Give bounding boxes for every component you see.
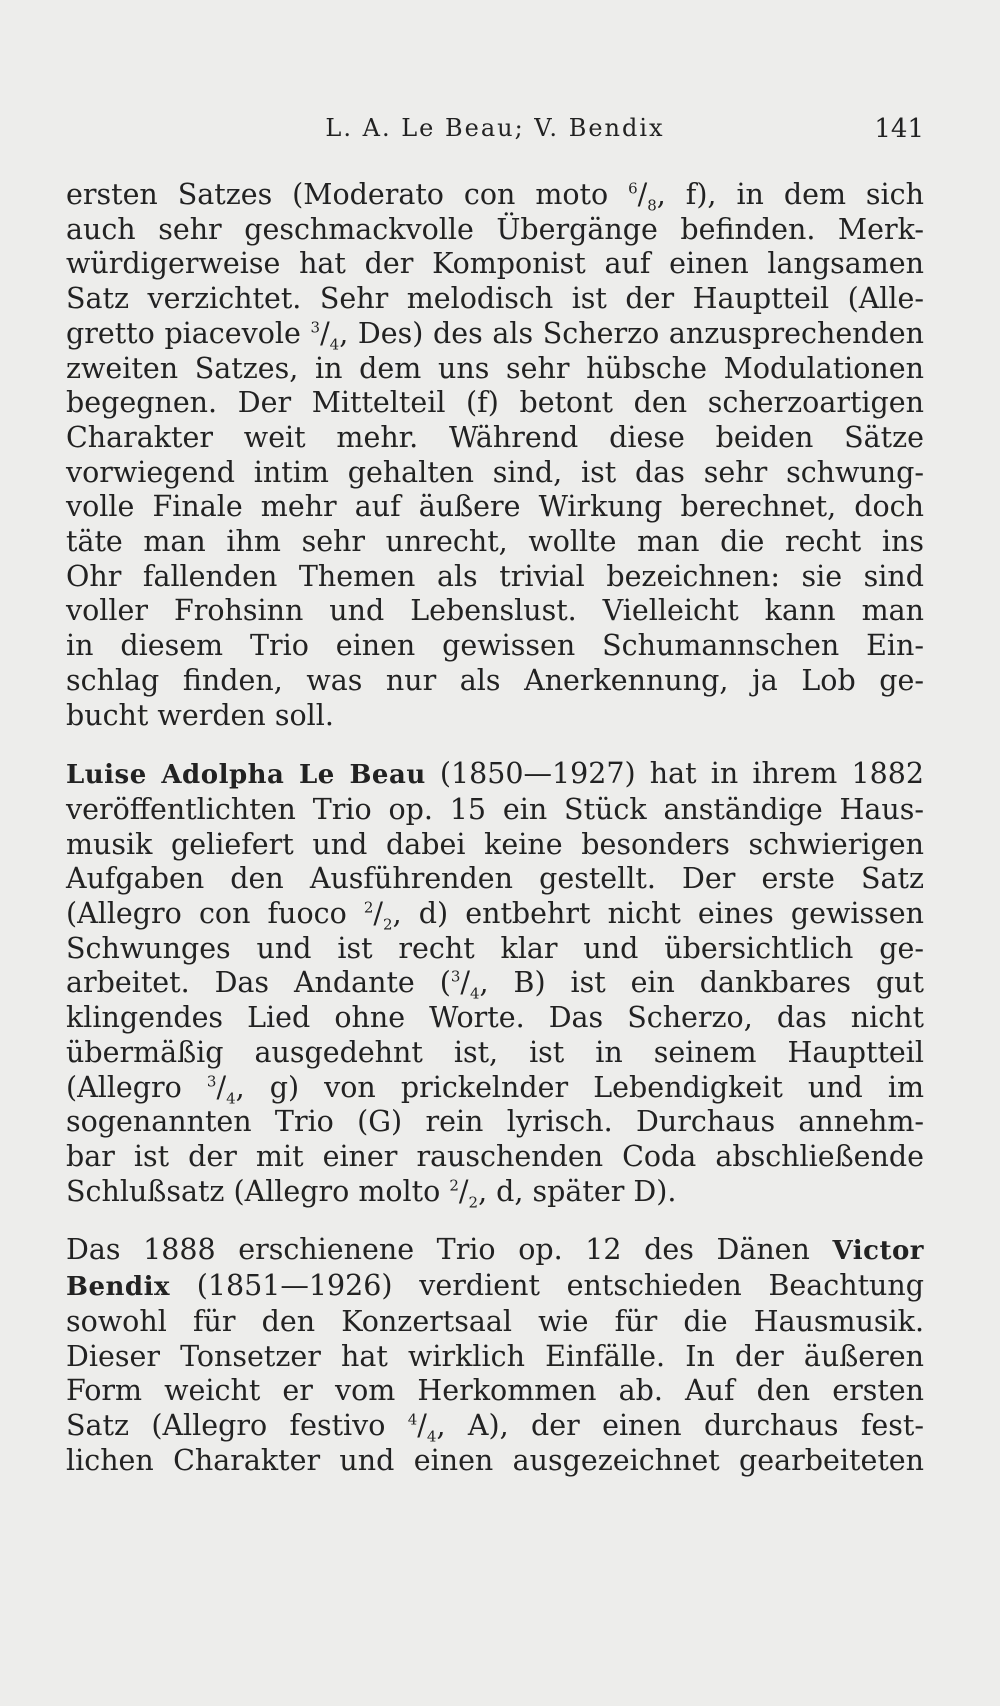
text-line: [66, 594, 924, 629]
fraction-numerator: 3: [310, 318, 321, 337]
text-line: [66, 213, 924, 248]
line-text: Aufgaben den Ausführenden gestellt. Der erste Satz: [66, 862, 924, 896]
line-text: voller Frohsinn und Lebenslust. Vielleicht kann man: [66, 594, 924, 628]
fraction-numerator: 6: [628, 179, 638, 198]
text-line: [66, 629, 924, 664]
line-text: übermäßig ausgedehnt ist, ist in seinem Hauptteil: [66, 1035, 924, 1069]
line-text: , B) ist ein dankbares gut: [479, 966, 924, 1000]
line-text: Form weicht er vom Herkommen ab. Auf den ersten: [66, 1374, 924, 1408]
text-line: [66, 282, 924, 317]
line-text: Charakter weit mehr. Während diese beiden Sätze: [66, 420, 924, 454]
text-line: [66, 1036, 924, 1071]
line-text: veröffentlichten Trio op. 15 ein Stück anständige Haus-: [66, 792, 924, 826]
text-line: [66, 421, 924, 456]
line-text: zweiten Satzes, in dem uns sehr hübsche Modulationen: [66, 351, 924, 385]
line-text: in diesem Trio einen gewissen Schumannschen Ein-: [66, 629, 924, 663]
fraction-denominator: 2: [383, 915, 393, 934]
fraction-denominator: 8: [647, 196, 657, 215]
fraction-numerator: 3: [206, 1072, 217, 1091]
text-line: Schlußsatz (Allegro molto $^2/_2$, d, später D).: [66, 1174, 677, 1212]
person-name: Victor: [832, 1236, 924, 1267]
fraction-denominator: 4: [329, 335, 340, 354]
text-line: [66, 1340, 924, 1375]
paragraph-gap: [66, 733, 924, 757]
text-line: (Allegro $^3/_4$, g) von prickelnder Lebendigkeit und im: [66, 1070, 924, 1108]
fraction-numerator: 4: [407, 1410, 418, 1429]
line-text: , d, später D).: [478, 1174, 677, 1208]
fraction-denominator: 2: [468, 1193, 479, 1212]
person-name: Bendix: [66, 1272, 170, 1303]
text-line: [66, 1105, 924, 1140]
text-line: [66, 1233, 924, 1269]
text-line: ersten Satzes (Moderato con moto $^6/_8$, f), in dem sich: [66, 178, 924, 215]
line-text: gretto piacevole: [66, 316, 311, 350]
line-text: bucht werden soll.: [66, 698, 334, 732]
text-line: [66, 352, 924, 387]
line-text: sowohl für den Konzertsaal wie für die Hausmusik.: [66, 1304, 924, 1338]
person-name: Luise Adolpha Le Beau: [66, 760, 426, 791]
line-text: Satz verzichtet. Sehr melodisch ist der Hauptteil (Alle-: [66, 282, 924, 316]
text-line: gretto piacevole $^3/_4$, Des) des als Scherzo anzusprechenden: [66, 316, 925, 354]
line-text: volle Finale mehr auf äußere Wirkung berechnet, doch: [66, 490, 924, 524]
text-line: [66, 862, 924, 897]
line-text: ersten Satzes (Moderato con moto: [66, 178, 629, 211]
text-line: (Allegro con fuoco $^2/_2$, d) entbehrt nicht eines gewissen: [66, 897, 924, 934]
line-text: , g) von prickelnder Lebendigkeit und im: [235, 1070, 924, 1104]
paragraph: [66, 757, 924, 1212]
line-text: klingendes Lied ohne Worte. Das Scherzo, das nicht: [66, 1001, 924, 1035]
text-line: [66, 1269, 924, 1305]
line-text: vorwiegend intim gehalten sind, ist das sehr schwung-: [66, 455, 924, 489]
fraction-numerator: 2: [363, 898, 374, 917]
text-line: [66, 699, 924, 734]
fraction-denominator: 4: [469, 985, 480, 1004]
line-text: bar ist der mit einer rauschenden Coda abschließende: [66, 1139, 924, 1173]
paragraph: [66, 1233, 924, 1478]
line-text: Dieser Tonsetzer hat wirklich Einfälle. In der äußeren: [66, 1339, 924, 1373]
line-text: würdigerweise hat der Komponist auf einen langsamen: [66, 247, 924, 281]
line-text: , f), in dem sich: [656, 178, 924, 211]
text-line: Satz (Allegro festivo $^4/_4$, A), der einen durchaus fest-: [66, 1408, 924, 1446]
text-line: [66, 560, 924, 595]
line-text: auch sehr geschmackvolle Übergänge befinden. Merk-: [66, 212, 924, 246]
line-text: begegnen. Der Mittelteil (f) betont den scherzoartigen: [66, 386, 924, 420]
body-text: [66, 178, 924, 1478]
fraction-denominator: 4: [226, 1089, 236, 1108]
line-text: , A), der einen durchaus fest-: [436, 1408, 924, 1442]
text-line: [66, 456, 924, 491]
line-text: schlag finden, was nur als Anerkennung, ja Lob ge-: [66, 663, 924, 697]
line-text: (1851—1926) verdient entschieden Beachtung: [169, 1269, 924, 1303]
page-header: [66, 114, 924, 154]
line-text: , d) entbehrt nicht eines gewissen: [392, 897, 924, 931]
paragraph: [66, 178, 924, 733]
text-line: [66, 1140, 924, 1175]
text-line: [66, 247, 924, 282]
text-line: [66, 757, 924, 793]
line-text: (Allegro con fuoco: [66, 897, 364, 931]
text-line: [66, 1374, 924, 1409]
line-text: musik geliefert und dabei keine besonders schwierigen: [66, 827, 924, 861]
line-text: lichen Charakter und einen ausgezeichnet gearbeiteten: [66, 1443, 924, 1477]
line-text: arbeitet. Das Andante (: [66, 966, 451, 1000]
text-line: [66, 664, 924, 699]
text-line: [66, 1001, 924, 1036]
text-line: [66, 386, 924, 421]
line-text: Satz (Allegro festivo: [66, 1408, 408, 1442]
text-line: [66, 525, 924, 560]
fraction-denominator: 4: [426, 1427, 437, 1446]
line-text: Schlußsatz (Allegro molto: [66, 1174, 450, 1208]
running-head: L. A. Le Beau; V. Bendix: [325, 114, 665, 142]
fraction-numerator: 3: [450, 967, 461, 986]
text-line: [66, 490, 924, 525]
fraction-numerator: 2: [449, 1176, 459, 1195]
text-line: [66, 1444, 924, 1479]
text-line: [66, 828, 924, 863]
line-text: Schwunges und ist recht klar und übersichtlich ge-: [66, 931, 924, 965]
text-line: [66, 793, 924, 828]
text-line: [66, 1305, 924, 1340]
line-text: (Allegro: [66, 1070, 207, 1104]
line-text: täte man ihm sehr unrecht, wollte man die recht ins: [66, 525, 924, 559]
text-line: arbeitet. Das Andante ($^3/_4$, B) ist ein dankbares gut: [66, 966, 924, 1004]
line-text: (1850—1927) hat in ihrem 1882: [425, 757, 924, 791]
line-text: sogenannten Trio (G) rein lyrisch. Durchaus annehm-: [66, 1105, 924, 1139]
page-number: 141: [874, 114, 924, 144]
line-text: Das 1888 erschienene Trio op. 12 des Dänen: [66, 1233, 833, 1267]
text-line: [66, 932, 924, 967]
line-text: Ohr fallenden Themen als trivial bezeichnen: sie sind: [66, 559, 924, 593]
line-text: , Des) des als Scherzo anzusprechenden: [339, 316, 925, 350]
paragraph-gap: [66, 1209, 924, 1233]
